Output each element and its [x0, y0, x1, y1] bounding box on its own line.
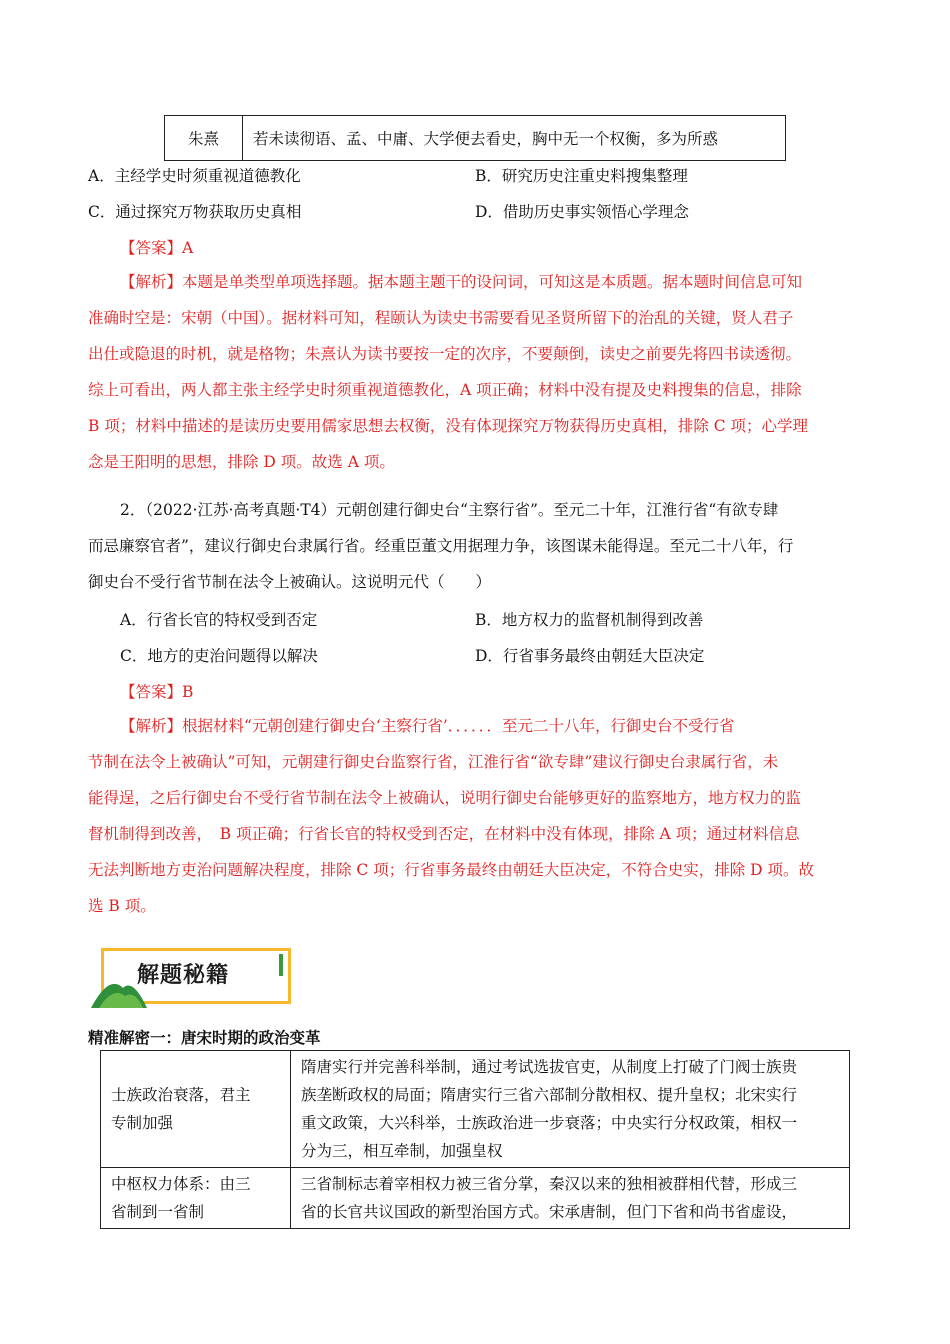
row-content	[291, 1168, 850, 1229]
analysis-line: 选 B 项。	[88, 897, 156, 915]
analysis-line: 无法判断地方吏治问题解决程度，排除 C 项；行省事务最终由朝廷大臣决定，不符合史实，排除 D 项。故	[88, 861, 814, 879]
tips-badge	[91, 944, 293, 1008]
analysis-line: 出仕或隐退的时机，就是格物；朱熹认为读书要按一定的次序，不要颠倒，读史之前要先将四书读透彻。	[88, 345, 802, 363]
q2-answer: 【答案】B	[120, 683, 194, 701]
analysis-line: 能得逞，之后行御史台不受行省节制在法令上被确认，说明行御史台能够更好的监察地方，地方权力的监	[88, 789, 802, 807]
badge-accent-bar	[279, 954, 283, 976]
analysis-line: 【解析】根据材料“元朝创建行御史台‘主察行省’．．．．．．至元二十八年，行御史台不受行省	[120, 717, 735, 735]
q2-stem	[88, 492, 863, 600]
quote-table	[164, 115, 786, 161]
analysis-line: 督机制得到改善， B 项正确；行省长官的特权受到否定，在材料中没有体现，排除 A 项；通过材料信息	[88, 825, 800, 843]
quote-author: 朱熹	[165, 116, 243, 161]
analysis-line: 准确时空是：宋朝（中国）。据材料可知，程颐认为读史书需要看见圣贤所留下的治乱的关键，贤人君子	[88, 309, 794, 327]
table-row	[165, 116, 786, 161]
q1-answer: 【答案】A	[120, 239, 194, 257]
analysis-line: B 项；材料中描述的是读历史要用儒家思想去权衡，没有体现探究万物获得历史真相，排除 C 项；心学理	[88, 417, 809, 435]
quote-text: 若未读彻语、孟、中庸、大学便去看史，胸中无一个权衡，多为所惑	[243, 116, 786, 161]
badge-label: 解题秘籍	[137, 963, 230, 988]
q2-option-c: C．地方的吏治问题得以解决	[120, 647, 318, 665]
stem-line: 而忌廉察官者”，建议行御史台隶属行省。经重臣董文用据理力争，该图谋未能得逞。至元二十八年，行	[88, 537, 794, 555]
analysis-line: 节制在法令上被确认”可知，元朝建行御史台监察行省，江淮行省“欲专肆”建议行御史台隶属行省，未	[88, 753, 779, 771]
topic-line: 士族政治衰落，君主	[111, 1086, 251, 1104]
table-row	[101, 1051, 850, 1168]
q2-option-b: B．地方权力的监督机制得到改善	[475, 611, 704, 629]
content-line: 三省制标志着宰相权力被三省分掌，秦汉以来的独相被群相代替，形成三	[301, 1175, 798, 1193]
row-topic	[101, 1168, 291, 1229]
table-row	[101, 1168, 850, 1229]
topic-line: 省制到一省制	[111, 1203, 205, 1221]
content-line: 分为三，相互牵制，加强皇权	[301, 1142, 503, 1160]
q1-option-d: D．借助历史事实领悟心学理念	[475, 203, 689, 221]
stem-line: 御史台不受行省节制在法令上被确认。这说明元代（ ）	[88, 573, 492, 591]
q1-option-c: C．通过探究万物获取历史真相	[88, 203, 302, 221]
analysis-line: 【解析】本题是单类型单项选择题。据本题主题干的设问词，可知这是本质题。据本题时间信息可知	[120, 273, 803, 291]
q1-option-b: B．研究历史注重史料搜集整理	[475, 167, 688, 185]
section-heading: 精准解密一：唐宋时期的政治变革	[88, 1028, 321, 1047]
content-line: 省的长官共议国政的新型治国方式。宋承唐制，但门下省和尚书省虚设，	[301, 1203, 798, 1221]
analysis-line: 念是王阳明的思想，排除 D 项。故选 A 项。	[88, 453, 395, 471]
topic-line: 中枢权力体系：由三	[111, 1175, 251, 1193]
summary-table	[100, 1050, 850, 1229]
content-line: 隋唐实行并完善科举制，通过考试选拔官吏，从制度上打破了门阀士族贵	[301, 1058, 798, 1076]
row-topic	[101, 1051, 291, 1168]
row-content	[291, 1051, 850, 1168]
q1-analysis	[88, 264, 863, 480]
topic-line: 专制加强	[111, 1114, 174, 1132]
content-line: 族垄断政权的局面；隋唐实行三省六部制分散相权、提升皇权；北宋实行	[301, 1086, 798, 1104]
stem-line: 2．（2022·江苏·高考真题·T4）元朝创建行御史台“主察行省”。至元二十年，江淮行省“有欲专肆	[120, 501, 779, 519]
q2-analysis	[88, 708, 863, 924]
q1-option-a: A．主经学史时须重视道德教化	[88, 167, 301, 185]
q2-option-d: D．行省事务最终由朝廷大臣决定	[475, 647, 705, 665]
q2-option-a: A．行省长官的特权受到否定	[120, 611, 318, 629]
analysis-line: 综上可看出，两人都主张主经学史时须重视道德教化，A 项正确；材料中没有提及史料搜集的信息，排除	[88, 381, 802, 399]
content-line: 重文政策，大兴科举，士族政治进一步衰落；中央实行分权政策，相权一	[301, 1114, 798, 1132]
